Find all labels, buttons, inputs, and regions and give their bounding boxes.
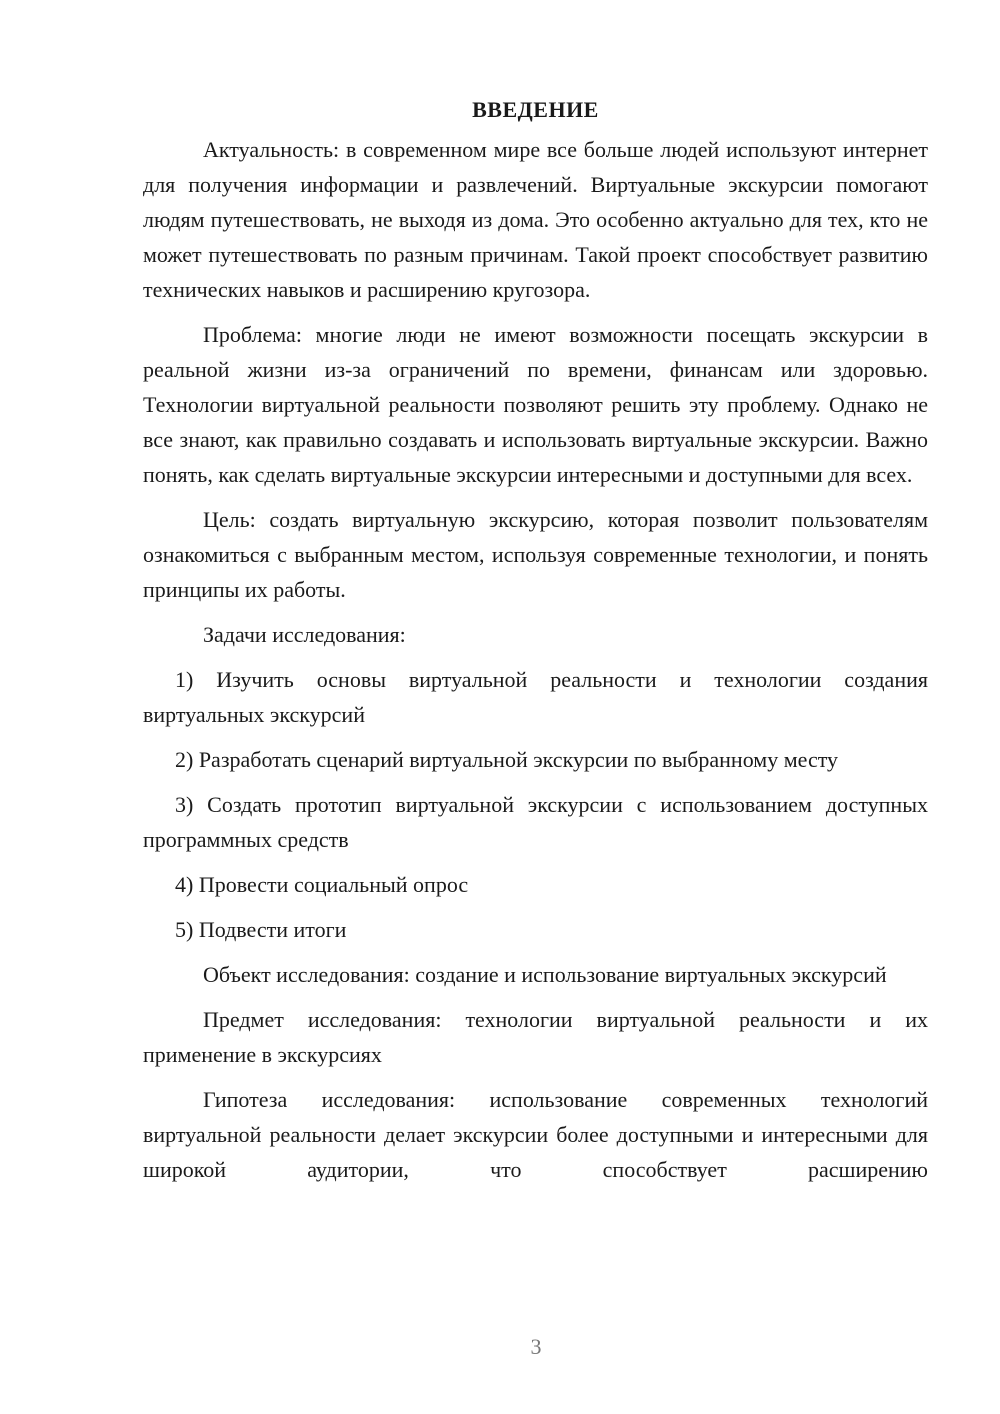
task-item: 2) Разработать сценарий виртуальной экскурсии по выбранному месту (175, 747, 839, 772)
paragraph-goal: Цель: создать виртуальную экскурсию, которая позволит пользователям ознакомиться с выбранным местом, используя современные технологии, и понять принципы их работы. (143, 507, 928, 602)
task-item: 4) Провести социальный опрос (175, 872, 469, 897)
document-page (143, 88, 928, 1197)
paragraph-problem: Проблема: многие люди не имеют возможности посещать экскурсии в реальной жизни из-за ограничений по времени, финансам или здоровью. Технологии виртуальной реальности позволяют решить эту проблему. Однако не все знают, как правильно создавать и использовать виртуальные экскурсии. Важно понять, как сделать виртуальные экскурсии интересными и доступными для всех. (143, 322, 928, 487)
tasks-heading: Задачи исследования: (203, 622, 406, 647)
task-item: 3) Создать прототип виртуальной экскурсии с использованием доступных программных средств (143, 792, 928, 852)
page-title: ВВЕДЕНИЕ (472, 97, 599, 122)
paragraph-hypothesis: Гипотеза исследования: использование современных технологий виртуальной реальности делает экскурсии более доступными и интересными для широкой аудитории, что способствует расширению (143, 1087, 928, 1182)
page-number: 3 (530, 1334, 542, 1359)
paragraph-subject: Предмет исследования: технологии виртуальной реальности и их применение в экскурсиях (143, 1007, 928, 1067)
paragraph-object: Объект исследования: создание и использование виртуальных экскурсий (203, 962, 887, 987)
task-item: 5) Подвести итоги (175, 917, 347, 942)
paragraph-relevance: Актуальность: в современном мире все больше людей используют интернет для получения информации и развлечений. Виртуальные экскурсии помогают людям путешествовать, не выходя из дома. Это особенно актуально для тех, кто не может путешествовать по разным причинам. Такой проект способствует развитию технических навыков и расширению кругозора. (143, 137, 928, 302)
task-item: 1) Изучить основы виртуальной реальности и технологии создания виртуальных экскурсий (143, 667, 928, 727)
